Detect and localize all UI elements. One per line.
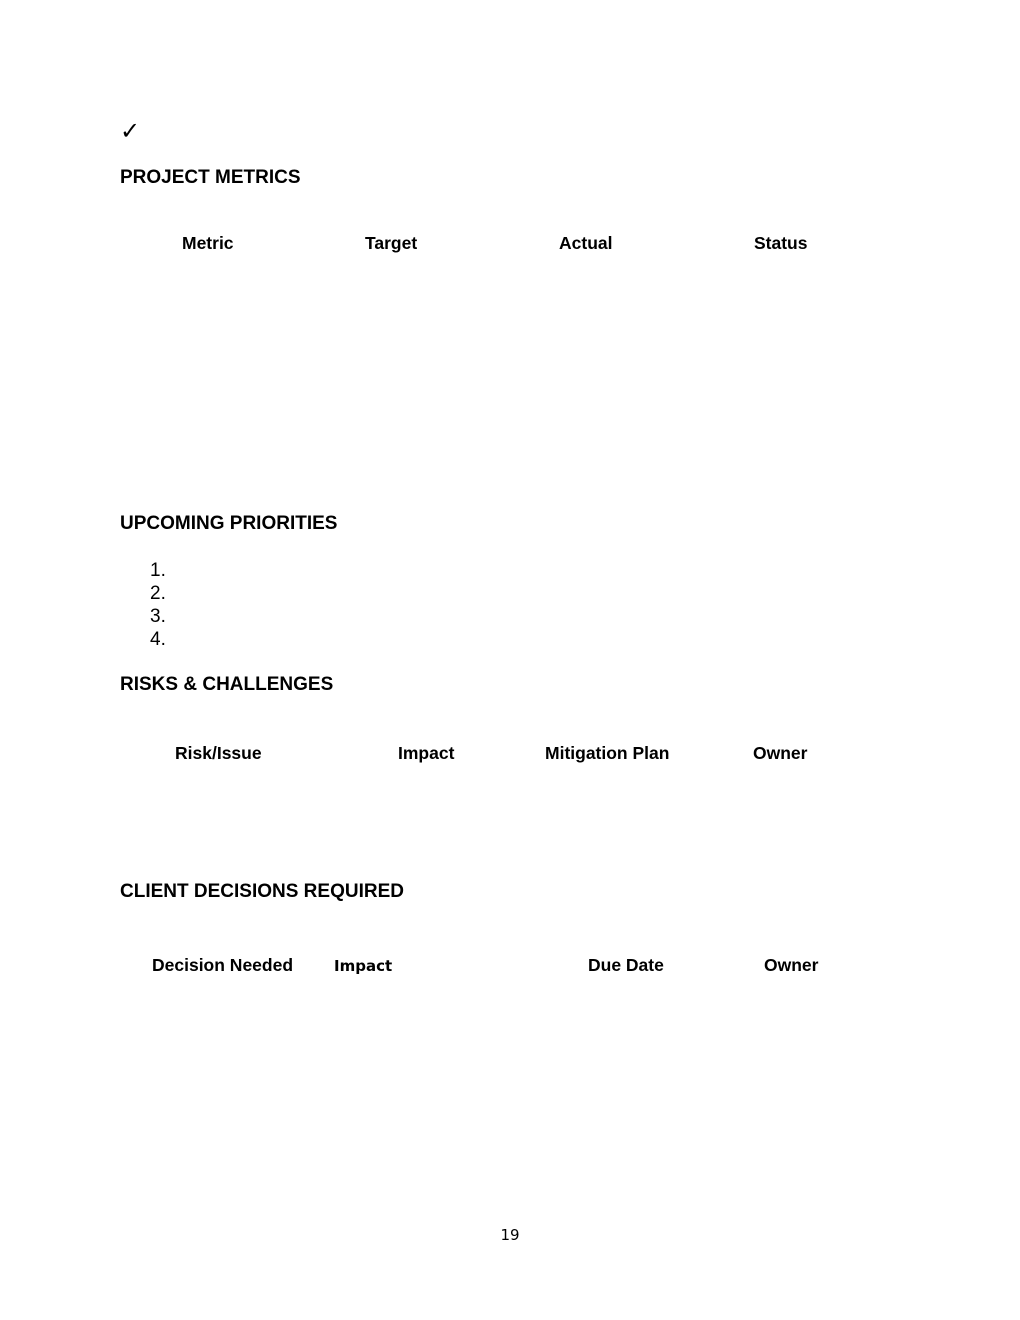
decisions-col-impact: Impact [334, 957, 393, 975]
list-item: 1. [150, 560, 166, 581]
metrics-col-actual: Actual [559, 233, 613, 253]
decisions-col-due-date: Due Date [588, 955, 664, 975]
list-item: 3. [150, 606, 166, 627]
risks-challenges-heading: RISKS & CHALLENGES [120, 674, 334, 695]
decisions-col-decision-needed: Decision Needed [152, 955, 294, 975]
risks-col-impact: Impact [398, 743, 455, 763]
risks-col-risk-issue: Risk/Issue [175, 743, 262, 763]
metrics-col-target: Target [365, 233, 418, 253]
metrics-col-status: Status [754, 233, 808, 253]
client-decisions-heading: CLIENT DECISIONS REQUIRED [120, 881, 404, 902]
risks-col-owner: Owner [753, 743, 808, 763]
list-item: 2. [150, 583, 166, 604]
decisions-col-owner: Owner [764, 955, 819, 975]
metrics-col-metric: Metric [182, 233, 234, 253]
page-number: 19 [500, 1226, 520, 1244]
upcoming-priorities-heading: UPCOMING PRIORITIES [120, 513, 338, 534]
checkmark-icon: ✓ [120, 117, 141, 145]
project-metrics-heading: PROJECT METRICS [120, 167, 301, 188]
list-item: 4. [150, 629, 166, 650]
risks-col-mitigation-plan: Mitigation Plan [545, 743, 670, 763]
